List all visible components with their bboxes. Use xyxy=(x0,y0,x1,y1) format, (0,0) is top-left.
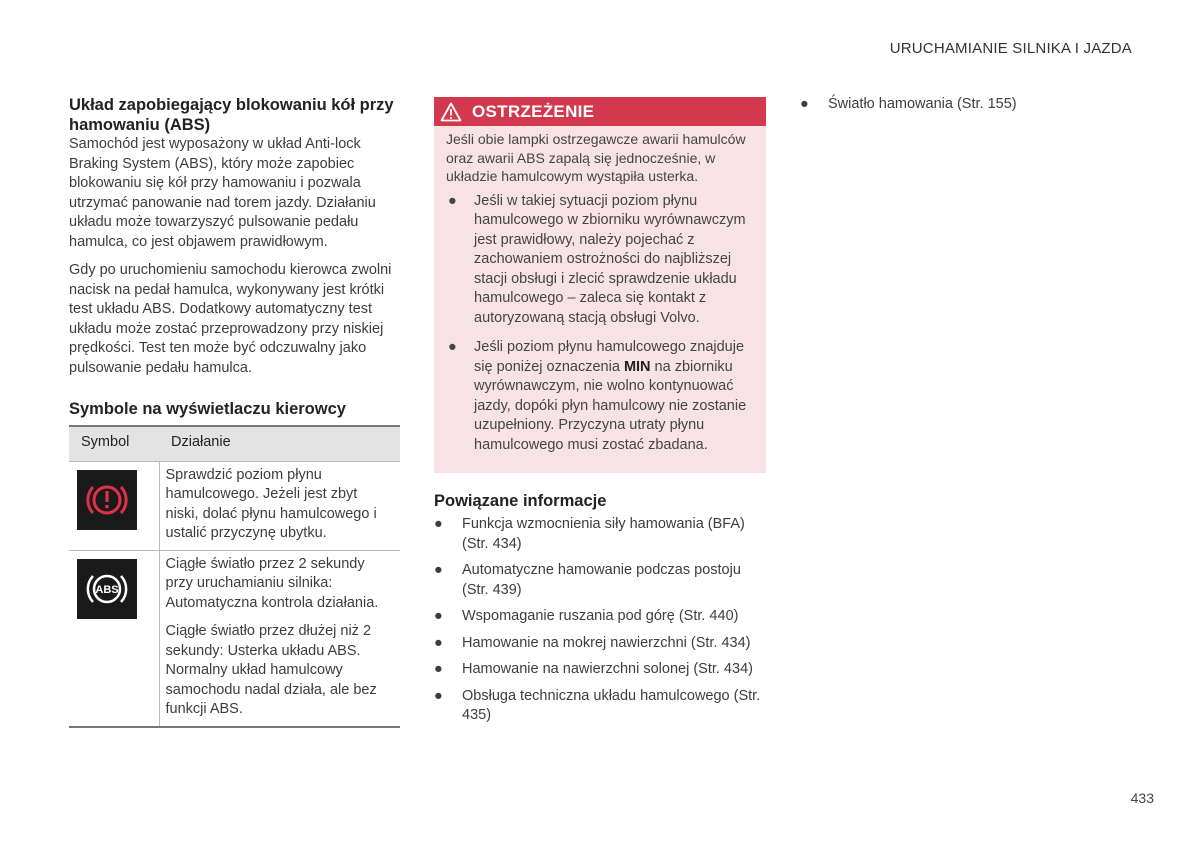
symbols-table xyxy=(69,425,400,728)
list-item[interactable]: ● Obsługa techniczna układu hamulcowego (Str. 435) xyxy=(434,687,761,723)
bullet-icon: ● xyxy=(434,608,443,624)
table-header-symbol: Symbol xyxy=(69,426,159,461)
abs-light-long: Ciągłe światło przez dłużej niż 2 sekundy: Usterka układu ABS. Normalny układ hamulcowy samochodu nadal działa, ale bez funkcji ABS. xyxy=(165,623,377,717)
column-abs xyxy=(69,95,400,728)
abs-heading: Układ zapobiegający blokowaniu kół przy hamowaniu (ABS) xyxy=(69,96,394,134)
list-item: ● Jeśli poziom płynu hamulcowego znajduje się poniżej oznaczenia MIN na zbiorniku wyrównawczym, nie wolno kontynuować jazdy, dopóki płyn hamulcowy nie zostanie uzupełniony. Przyczyna utraty płynu hamulcowego musi zostać zbadana. xyxy=(448,339,747,453)
list-item[interactable]: ● Funkcja wzmocnienia siły hamowania (BFA) (Str. 434) xyxy=(434,516,745,552)
bullet-icon: ● xyxy=(448,339,457,355)
column-related-continued xyxy=(800,95,1130,122)
page-number: 433 xyxy=(1130,790,1154,806)
abs-icon-label: ABS xyxy=(95,583,119,596)
abs-paragraph-2: Gdy po uruchomieniu samochodu kierowca zwolni nacisk na pedał hamulca, wykonywany jest krótki test układu ABS. Dodatkowy automatyczny test układu może zostać przeprowadzony przy niskiej prędkości. Test ten może być odczuwalny jako pulsowanie pedału hamulca. xyxy=(69,262,392,376)
table-header-row xyxy=(69,426,400,461)
related-heading: Powiązane informacje xyxy=(434,492,607,510)
column-warning xyxy=(434,97,766,733)
warning-title: OSTRZEŻENIE xyxy=(472,101,595,121)
bullet-icon: ● xyxy=(434,687,443,704)
warning-triangle-icon xyxy=(440,102,462,122)
brake-fluid-instruction: Sprawdzić poziom płynu hamulcowego. Jeżeli jest zbyt niski, dolać płynu hamulcowego i ustalić przyczynę ubytku. xyxy=(159,461,400,550)
brake-warning-icon xyxy=(77,470,137,530)
list-item[interactable]: ● Wspomaganie ruszania pod górę (Str. 440) xyxy=(434,607,766,627)
abs-paragraph-1: Samochód jest wyposażony w układ Anti-lock Braking System (ABS), który może zapobiec blokowaniu się kół przy hamowaniu i pozwala utrzymać panowanie nad torem jazdy. Działaniu układu może towarzyszyć pulsowanie pedału hamulca, co jest objawem prawidłowym. xyxy=(69,136,376,250)
bullet-icon: ● xyxy=(434,634,443,651)
abs-light-short: Ciągłe światło przez 2 sekundy przy uruchamianiu silnika: Automatyczna kontrola działania. xyxy=(165,555,379,611)
bullet-icon: ● xyxy=(434,562,443,578)
bullet-icon: ● xyxy=(448,192,457,209)
list-item[interactable]: ● Hamowanie na mokrej nawierzchni (Str. 434) xyxy=(434,634,766,654)
table-row xyxy=(69,461,400,550)
bullet-icon: ● xyxy=(800,96,809,112)
abs-warning-icon xyxy=(77,559,137,619)
warning-header xyxy=(434,97,766,126)
related-list-continued xyxy=(800,95,1130,115)
list-item: ● Jeśli w takiej sytuacji poziom płynu hamulcowego w zbiorniku wyrównawczym jest prawidłowy, należy pojechać z zachowaniem ostrożności do najbliższej stacji obsługi i zlecić sprawdzenie układu hamulcowego – zaleca się kontakt z autoryzowaną stacją obsługi Volvo. xyxy=(448,192,746,326)
warning-intro: Jeśli obie lampki ostrzegawcze awarii hamulców oraz awarii ABS zapalą się jednocześnie, w układzie hamulcowym wystąpiła usterka. xyxy=(446,131,746,184)
bullet-icon: ● xyxy=(434,516,443,532)
bullet-icon: ● xyxy=(434,661,443,677)
list-item[interactable]: ● Światło hamowania (Str. 155) xyxy=(800,95,1130,115)
list-item[interactable]: ● Hamowanie na nawierzchni solonej (Str. 434) xyxy=(434,660,766,680)
section-title: URUCHAMIANIE SILNIKA I JAZDA xyxy=(889,40,1132,57)
related-list xyxy=(434,515,766,726)
list-item[interactable]: ● Automatyczne hamowanie podczas postoju (Str. 439) xyxy=(434,562,741,598)
table-row xyxy=(69,550,400,727)
warning-box xyxy=(434,97,766,473)
symbols-heading: Symbole na wyświetlaczu kierowcy xyxy=(69,400,346,418)
table-header-action: Działanie xyxy=(159,426,400,461)
